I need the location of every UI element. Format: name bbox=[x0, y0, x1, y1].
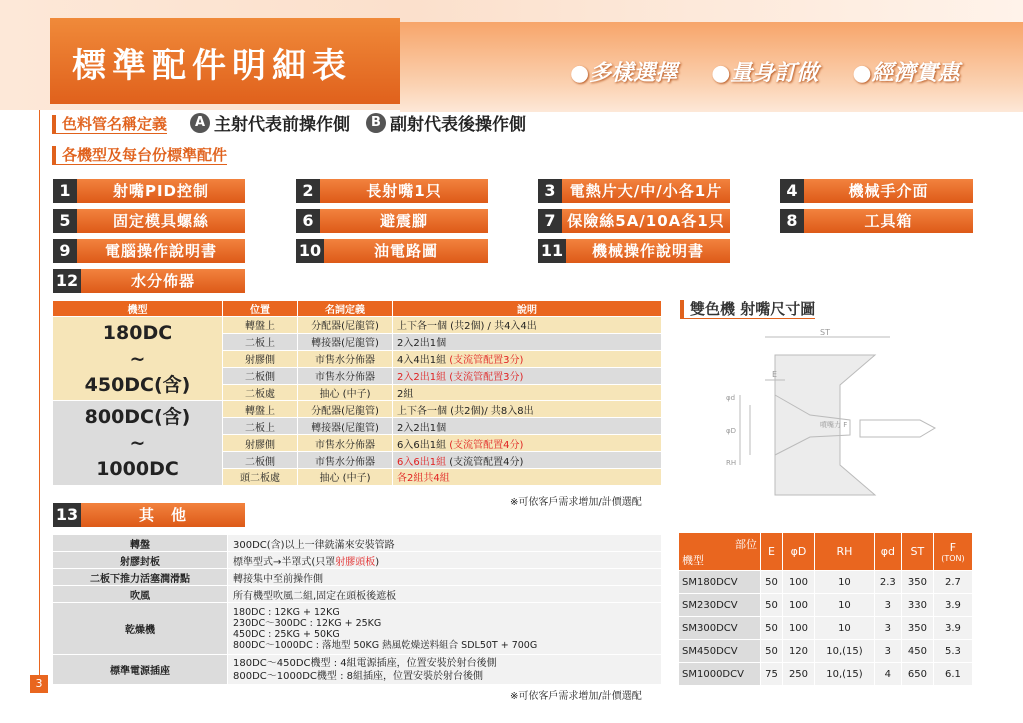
item-12 bbox=[53, 269, 245, 293]
col-e: E bbox=[761, 533, 783, 571]
table-row: 二板處 抽心 (中子) 2組 bbox=[53, 384, 662, 401]
item-label: 避震腳 bbox=[320, 209, 488, 233]
table-row: SM1000DCV 75 250 10,(15) 4 650 6.1 bbox=[679, 663, 973, 686]
item-9 bbox=[53, 239, 245, 263]
table-row: 二板上 轉接器(尼龍管) 2入2出1個 bbox=[53, 418, 662, 435]
table-row: 二板側 市售水分佈器 2入2出1組 (支流管配置3分) bbox=[53, 367, 662, 384]
item-number: 12 bbox=[53, 269, 81, 293]
nozzle-section-label: 雙色機 射嘴尺寸圖 bbox=[680, 300, 815, 319]
table-row: 800DC(含) ~ 1000DC 轉盤上 分配器(尼龍管) 上下各一個 (共2個)/ 共8入8出 bbox=[53, 401, 662, 418]
table-row: SM230DCV 50 100 10 3 330 3.9 bbox=[679, 594, 973, 617]
item-label: 工具箱 bbox=[804, 209, 973, 233]
slogans bbox=[570, 56, 960, 87]
other-items-table bbox=[52, 534, 662, 685]
item-label: 固定模具螺絲 bbox=[77, 209, 245, 233]
slogan-2: ●量身訂做 bbox=[711, 61, 819, 86]
item-number: 5 bbox=[53, 209, 77, 233]
item-number: 4 bbox=[780, 179, 804, 203]
table-row: 頭二板處 抽心 (中子) 各2組共4組 bbox=[53, 469, 662, 486]
item-label: 其 他 bbox=[81, 503, 245, 527]
label-nozzle-force: 噴嘴力 F bbox=[820, 421, 848, 429]
table-row: 二板上 轉接器(尼龍管) 2入2出1個 bbox=[53, 333, 662, 350]
table-row: 射膠側 市售水分佈器 6入6出1組 (支流管配置4分) bbox=[53, 435, 662, 452]
table-row: 標準電源插座 180DC～450DC機型 : 4組電源插座，位置安裝於射台後側 800DC～1000DC機型 : 8組插座，位置安裝於射台後側 bbox=[53, 655, 662, 685]
table-row: 二板下推力活塞潤滑點 轉接集中至前操作側 bbox=[53, 569, 662, 586]
nozzle-spec-table bbox=[678, 532, 973, 686]
item-number: 2 bbox=[296, 179, 320, 203]
item-number: 6 bbox=[296, 209, 320, 233]
nozzle-diagram bbox=[690, 325, 980, 515]
item-number: 7 bbox=[538, 209, 562, 233]
item-label: 射嘴PID控制 bbox=[77, 179, 245, 203]
item-label: 機械操作說明書 bbox=[566, 239, 730, 263]
item-number: 11 bbox=[538, 239, 566, 263]
col-position: 位置 bbox=[223, 301, 298, 317]
col-rh: RH bbox=[815, 533, 875, 571]
item-13 bbox=[53, 503, 245, 527]
col-phid: φd bbox=[874, 533, 901, 571]
other-table-note: ※可依客戶需求增加/計價選配 bbox=[510, 691, 642, 702]
page-number: 3 bbox=[30, 675, 48, 693]
label-phid: φd bbox=[726, 394, 736, 402]
water-distribution-table bbox=[52, 300, 662, 486]
item-label: 油電路圖 bbox=[324, 239, 488, 263]
table-row: 乾燥機 180DC : 12KG + 12KG 230DC～300DC : 12KG + 25KG 450DC : 25KG + 50KG 800DC～1000DC : 落地型 50KG 熱風乾燥送料組合 SDL50T + 700G bbox=[53, 603, 662, 655]
item-label: 保險絲5A/10A各1只 bbox=[562, 209, 730, 233]
item-label: 水分佈器 bbox=[81, 269, 245, 293]
corner-header: 部位 機型 bbox=[679, 533, 761, 571]
item-number: 10 bbox=[296, 239, 324, 263]
item-number: 13 bbox=[53, 503, 81, 527]
table-row: 吹風 所有機型吹風二組,固定在頭板後遮板 bbox=[53, 586, 662, 603]
a-mark-icon: A bbox=[190, 113, 210, 133]
label-phiD: φD bbox=[726, 427, 737, 435]
left-rule bbox=[39, 110, 40, 675]
item-label: 長射嘴1只 bbox=[320, 179, 488, 203]
item-7 bbox=[538, 209, 730, 233]
item-5 bbox=[53, 209, 245, 233]
section-accessories-label: 各機型及每台份標準配件 bbox=[52, 146, 227, 165]
table-row: 射膠側 市售水分佈器 4入4出1組 (支流管配置3分) bbox=[53, 350, 662, 367]
table-row: 轉盤 300DC(含)以上一律銑滿來安裝管路 bbox=[53, 535, 662, 552]
item-3 bbox=[538, 179, 730, 203]
b-mark-icon: B bbox=[366, 113, 386, 133]
item-label: 電熱片大/中/小各1片 bbox=[562, 179, 730, 203]
table-row: SM450DCV 50 120 10,(15) 3 450 5.3 bbox=[679, 640, 973, 663]
page-title: 標準配件明細表 bbox=[72, 46, 352, 86]
item-2 bbox=[296, 179, 488, 203]
item-6 bbox=[296, 209, 488, 233]
col-model: 機型 bbox=[53, 301, 223, 317]
label-e: E bbox=[772, 370, 778, 379]
table-row: SM180DCV 50 100 10 2.3 350 2.7 bbox=[679, 571, 973, 594]
col-st: ST bbox=[901, 533, 933, 571]
water-table-note: ※可依客戶需求增加/計價選配 bbox=[510, 497, 642, 508]
col-f: F (TON) bbox=[933, 533, 972, 571]
item-1 bbox=[53, 179, 245, 203]
item-8 bbox=[780, 209, 973, 233]
item-label: 電腦操作說明書 bbox=[77, 239, 245, 263]
legend bbox=[190, 110, 526, 135]
model-group-1: 180DC ~ 450DC(含) bbox=[53, 317, 223, 401]
item-number: 1 bbox=[53, 179, 77, 203]
model-group-2: 800DC(含) ~ 1000DC bbox=[53, 401, 223, 485]
color-tube-label: 色料管名稱定義 bbox=[52, 115, 167, 134]
item-11 bbox=[538, 239, 730, 263]
item-number: 3 bbox=[538, 179, 562, 203]
col-phiD: φD bbox=[782, 533, 814, 571]
label-st: ST bbox=[820, 328, 830, 337]
label-rh: RH bbox=[726, 459, 737, 467]
item-4 bbox=[780, 179, 973, 203]
slogan-3: ●經濟實惠 bbox=[852, 61, 960, 86]
legend-a-text: 主射代表前操作側 bbox=[214, 115, 350, 135]
table-row: 二板側 市售水分佈器 6入6出1組 (支流管配置4分) bbox=[53, 452, 662, 469]
table-row: SM300DCV 50 100 10 3 350 3.9 bbox=[679, 617, 973, 640]
table-header-row bbox=[679, 533, 973, 571]
item-10 bbox=[296, 239, 488, 263]
legend-b-text: 副射代表後操作側 bbox=[390, 115, 526, 135]
table-row: 射膠封板 標準型式→半罩式(只罩射膠頭板) bbox=[53, 552, 662, 569]
item-label: 機械手介面 bbox=[804, 179, 973, 203]
col-description: 說明 bbox=[393, 301, 662, 317]
item-number: 9 bbox=[53, 239, 77, 263]
item-number: 8 bbox=[780, 209, 804, 233]
col-definition: 名詞定義 bbox=[298, 301, 393, 317]
table-header-row bbox=[53, 301, 662, 317]
table-row: 180DC ~ 450DC(含) 轉盤上 分配器(尼龍管) 上下各一個 (共2個) / 共4入4出 bbox=[53, 317, 662, 334]
slogan-1: ●多樣選擇 bbox=[570, 61, 678, 86]
